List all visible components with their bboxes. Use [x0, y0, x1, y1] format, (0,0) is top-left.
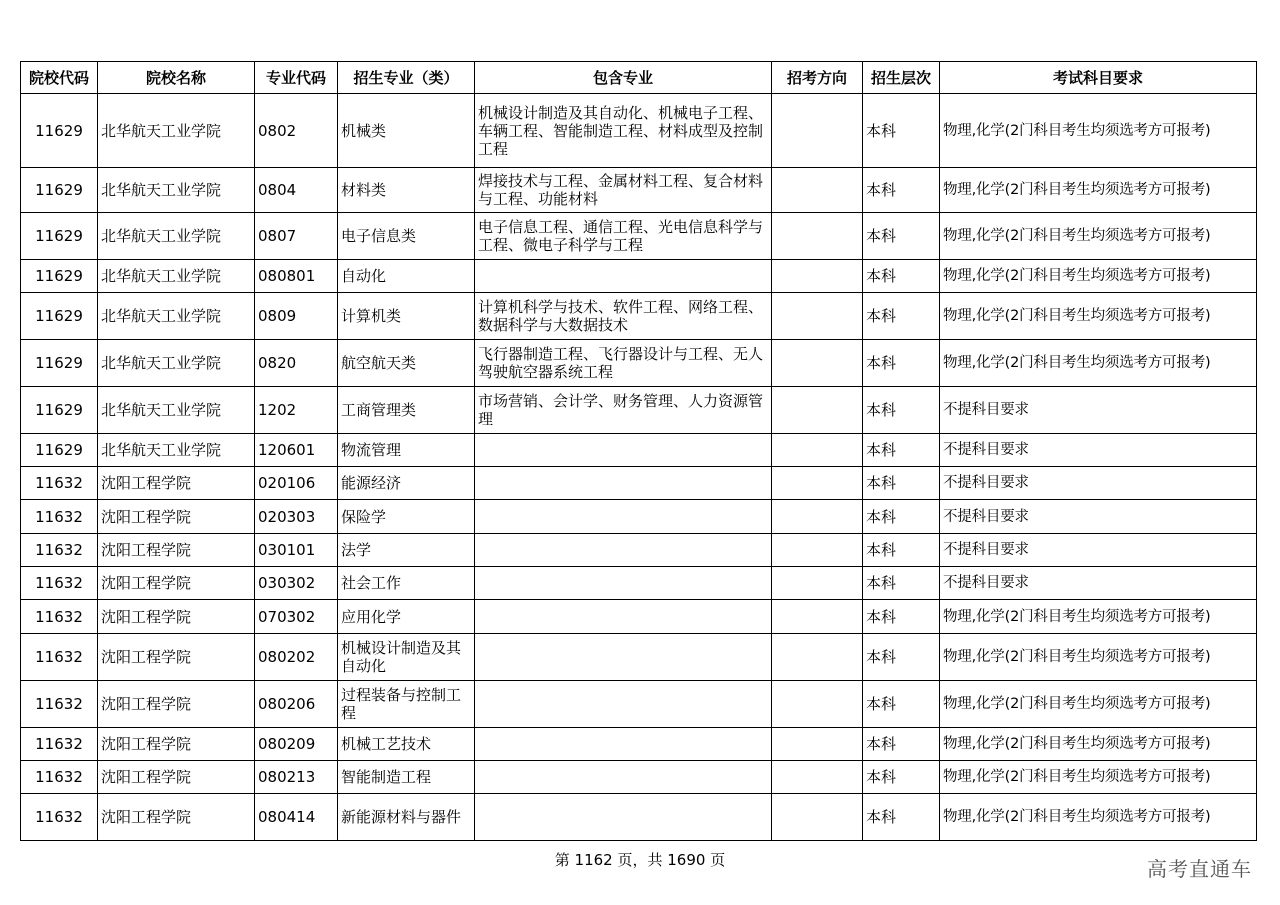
subject-requirements-cell: 不提科目要求: [940, 434, 1257, 467]
subject-requirements-cell: 物理,化学(2门科目考生均须选考方可报考): [940, 260, 1257, 293]
school-code-cell: 11629: [21, 340, 98, 387]
school-code-cell: 11632: [21, 681, 98, 728]
major-cell: 机械设计制造及其自动化: [338, 634, 475, 681]
included-majors-cell: 计算机科学与技术、软件工程、网络工程、数据科学与大数据技术: [475, 293, 772, 340]
subject-requirements-cell: 物理,化学(2门科目考生均须选考方可报考): [940, 340, 1257, 387]
major-code-cell: 1202: [255, 387, 338, 434]
included-majors-cell: [475, 634, 772, 681]
school-name-cell: 沈阳工程学院: [98, 600, 255, 634]
included-majors-cell: [475, 728, 772, 761]
level-cell: 本科: [863, 340, 940, 387]
table-row: [21, 434, 1257, 467]
included-majors-cell: 飞行器制造工程、飞行器设计与工程、无人驾驶航空器系统工程: [475, 340, 772, 387]
major-code-cell: 080206: [255, 681, 338, 728]
major-code-cell: 0802: [255, 94, 338, 168]
table-row: [21, 387, 1257, 434]
level-cell: 本科: [863, 600, 940, 634]
subject-requirements-cell: 物理,化学(2门科目考生均须选考方可报考): [940, 94, 1257, 168]
direction-cell: [772, 168, 863, 213]
included-majors-cell: 机械设计制造及其自动化、机械电子工程、车辆工程、智能制造工程、材料成型及控制工程: [475, 94, 772, 168]
major-code-cell: 080209: [255, 728, 338, 761]
direction-cell: [772, 534, 863, 567]
included-majors-cell: 焊接技术与工程、金属材料工程、复合材料与工程、功能材料: [475, 168, 772, 213]
subject-requirements-cell: 物理,化学(2门科目考生均须选考方可报考): [940, 681, 1257, 728]
direction-cell: [772, 213, 863, 260]
direction-cell: [772, 634, 863, 681]
major-code-cell: 0809: [255, 293, 338, 340]
direction-cell: [772, 467, 863, 500]
school-code-cell: 11632: [21, 794, 98, 841]
school-code-cell: 11629: [21, 293, 98, 340]
subject-requirements-cell: 不提科目要求: [940, 567, 1257, 600]
major-code-cell: 020303: [255, 500, 338, 534]
level-cell: 本科: [863, 94, 940, 168]
school-name-cell: 沈阳工程学院: [98, 761, 255, 794]
table-row: [21, 567, 1257, 600]
school-name-cell: 北华航天工业学院: [98, 387, 255, 434]
school-name-cell: 北华航天工业学院: [98, 213, 255, 260]
major-cell: 自动化: [338, 260, 475, 293]
school-code-cell: 11632: [21, 567, 98, 600]
direction-cell: [772, 761, 863, 794]
major-cell: 工商管理类: [338, 387, 475, 434]
major-cell: 材料类: [338, 168, 475, 213]
included-majors-cell: [475, 794, 772, 841]
table-row: [21, 500, 1257, 534]
major-code-cell: 030302: [255, 567, 338, 600]
direction-cell: [772, 600, 863, 634]
direction-cell: [772, 728, 863, 761]
direction-cell: [772, 340, 863, 387]
school-code-cell: 11632: [21, 634, 98, 681]
level-cell: 本科: [863, 500, 940, 534]
subject-requirements-cell: 物理,化学(2门科目考生均须选考方可报考): [940, 600, 1257, 634]
included-majors-cell: [475, 681, 772, 728]
school-code-cell: 11629: [21, 213, 98, 260]
header-subject-requirements: 考试科目要求: [940, 62, 1257, 94]
header-school-code: 院校代码: [21, 62, 98, 94]
school-code-cell: 11632: [21, 761, 98, 794]
school-name-cell: 北华航天工业学院: [98, 293, 255, 340]
major-cell: 航空航天类: [338, 340, 475, 387]
major-cell: 应用化学: [338, 600, 475, 634]
header-major: 招生专业（类）: [338, 62, 475, 94]
major-code-cell: 120601: [255, 434, 338, 467]
major-cell: 保险学: [338, 500, 475, 534]
school-name-cell: 北华航天工业学院: [98, 94, 255, 168]
school-name-cell: 沈阳工程学院: [98, 500, 255, 534]
school-code-cell: 11629: [21, 434, 98, 467]
direction-cell: [772, 293, 863, 340]
direction-cell: [772, 387, 863, 434]
school-code-cell: 11629: [21, 168, 98, 213]
included-majors-cell: 电子信息工程、通信工程、光电信息科学与工程、微电子科学与工程: [475, 213, 772, 260]
table-row: [21, 260, 1257, 293]
school-code-cell: 11632: [21, 467, 98, 500]
subject-requirements-cell: 物理,化学(2门科目考生均须选考方可报考): [940, 634, 1257, 681]
level-cell: 本科: [863, 681, 940, 728]
included-majors-cell: [475, 260, 772, 293]
level-cell: 本科: [863, 728, 940, 761]
table-row: [21, 728, 1257, 761]
school-code-cell: 11632: [21, 728, 98, 761]
direction-cell: [772, 681, 863, 728]
admission-requirements-table: [20, 61, 1257, 841]
subject-requirements-cell: 不提科目要求: [940, 467, 1257, 500]
major-code-cell: 080213: [255, 761, 338, 794]
major-cell: 新能源材料与器件: [338, 794, 475, 841]
school-name-cell: 北华航天工业学院: [98, 168, 255, 213]
table-row: [21, 94, 1257, 168]
major-code-cell: 0807: [255, 213, 338, 260]
school-code-cell: 11632: [21, 500, 98, 534]
subject-requirements-cell: 不提科目要求: [940, 500, 1257, 534]
direction-cell: [772, 794, 863, 841]
major-code-cell: 020106: [255, 467, 338, 500]
school-name-cell: 沈阳工程学院: [98, 567, 255, 600]
school-name-cell: 沈阳工程学院: [98, 681, 255, 728]
major-code-cell: 0820: [255, 340, 338, 387]
included-majors-cell: [475, 500, 772, 534]
school-code-cell: 11632: [21, 600, 98, 634]
school-name-cell: 沈阳工程学院: [98, 728, 255, 761]
header-level: 招生层次: [863, 62, 940, 94]
included-majors-cell: 市场营销、会计学、财务管理、人力资源管理: [475, 387, 772, 434]
header-direction: 招考方向: [772, 62, 863, 94]
school-code-cell: 11632: [21, 534, 98, 567]
major-cell: 过程装备与控制工程: [338, 681, 475, 728]
school-name-cell: 北华航天工业学院: [98, 260, 255, 293]
major-code-cell: 080202: [255, 634, 338, 681]
level-cell: 本科: [863, 534, 940, 567]
direction-cell: [772, 260, 863, 293]
major-cell: 能源经济: [338, 467, 475, 500]
level-cell: 本科: [863, 168, 940, 213]
included-majors-cell: [475, 467, 772, 500]
major-code-cell: 030101: [255, 534, 338, 567]
subject-requirements-cell: 物理,化学(2门科目考生均须选考方可报考): [940, 293, 1257, 340]
subject-requirements-cell: 物理,化学(2门科目考生均须选考方可报考): [940, 761, 1257, 794]
major-cell: 智能制造工程: [338, 761, 475, 794]
school-name-cell: 北华航天工业学院: [98, 434, 255, 467]
major-cell: 社会工作: [338, 567, 475, 600]
major-cell: 机械工艺技术: [338, 728, 475, 761]
school-code-cell: 11629: [21, 94, 98, 168]
level-cell: 本科: [863, 761, 940, 794]
table-row: [21, 794, 1257, 841]
included-majors-cell: [475, 761, 772, 794]
school-code-cell: 11629: [21, 260, 98, 293]
table-row: [21, 168, 1257, 213]
major-cell: 计算机类: [338, 293, 475, 340]
school-code-cell: 11629: [21, 387, 98, 434]
level-cell: 本科: [863, 434, 940, 467]
subject-requirements-cell: 物理,化学(2门科目考生均须选考方可报考): [940, 168, 1257, 213]
table-row: [21, 340, 1257, 387]
subject-requirements-cell: 物理,化学(2门科目考生均须选考方可报考): [940, 794, 1257, 841]
level-cell: 本科: [863, 213, 940, 260]
included-majors-cell: [475, 567, 772, 600]
watermark: 高考直通车: [1147, 857, 1252, 881]
level-cell: 本科: [863, 794, 940, 841]
level-cell: 本科: [863, 387, 940, 434]
table-row: [21, 634, 1257, 681]
table-row: [21, 213, 1257, 260]
table-row: [21, 534, 1257, 567]
table-header-row: [21, 62, 1257, 94]
subject-requirements-cell: 不提科目要求: [940, 534, 1257, 567]
level-cell: 本科: [863, 293, 940, 340]
header-included-majors: 包含专业: [475, 62, 772, 94]
table-body: [21, 94, 1257, 841]
school-name-cell: 北华航天工业学院: [98, 340, 255, 387]
subject-requirements-cell: 物理,化学(2门科目考生均须选考方可报考): [940, 728, 1257, 761]
subject-requirements-cell: 物理,化学(2门科目考生均须选考方可报考): [940, 213, 1257, 260]
table-row: [21, 761, 1257, 794]
table-row: [21, 293, 1257, 340]
major-cell: 物流管理: [338, 434, 475, 467]
included-majors-cell: [475, 534, 772, 567]
level-cell: 本科: [863, 260, 940, 293]
included-majors-cell: [475, 434, 772, 467]
table-row: [21, 600, 1257, 634]
header-major-code: 专业代码: [255, 62, 338, 94]
table-row: [21, 681, 1257, 728]
direction-cell: [772, 434, 863, 467]
school-name-cell: 沈阳工程学院: [98, 794, 255, 841]
major-code-cell: 080801: [255, 260, 338, 293]
major-code-cell: 070302: [255, 600, 338, 634]
included-majors-cell: [475, 600, 772, 634]
direction-cell: [772, 94, 863, 168]
direction-cell: [772, 567, 863, 600]
school-name-cell: 沈阳工程学院: [98, 534, 255, 567]
major-code-cell: 080414: [255, 794, 338, 841]
direction-cell: [772, 500, 863, 534]
header-school-name: 院校名称: [98, 62, 255, 94]
major-cell: 机械类: [338, 94, 475, 168]
major-cell: 法学: [338, 534, 475, 567]
level-cell: 本科: [863, 634, 940, 681]
table-row: [21, 467, 1257, 500]
school-name-cell: 沈阳工程学院: [98, 467, 255, 500]
level-cell: 本科: [863, 467, 940, 500]
level-cell: 本科: [863, 567, 940, 600]
major-cell: 电子信息类: [338, 213, 475, 260]
major-code-cell: 0804: [255, 168, 338, 213]
page-number: 第 1162 页，共 1690 页: [554, 851, 726, 869]
school-name-cell: 沈阳工程学院: [98, 634, 255, 681]
subject-requirements-cell: 不提科目要求: [940, 387, 1257, 434]
